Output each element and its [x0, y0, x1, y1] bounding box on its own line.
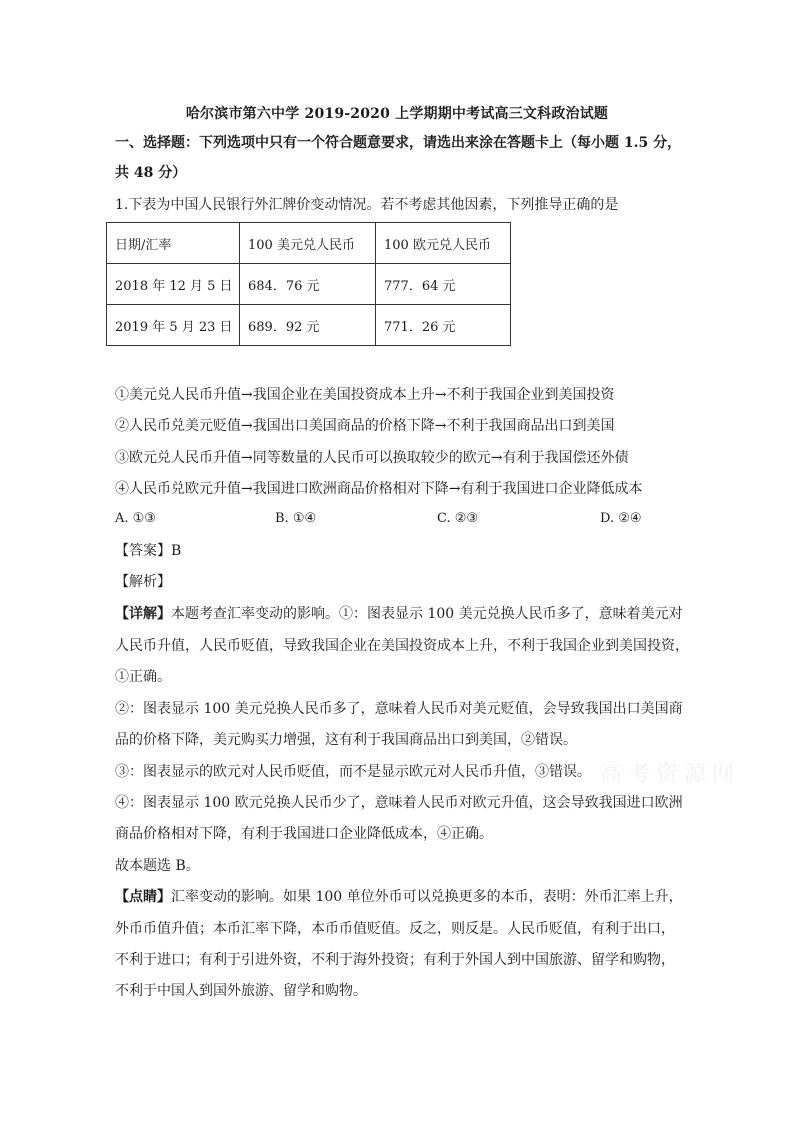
section-heading-line-1: 一、选择题：下列选项中只有一个符合题意要求，请选出来涂在答题卡上（每小题 1.5 分， — [115, 135, 682, 151]
point-line-4: 不利于中国人到国外旅游、留学和购物。 — [115, 983, 367, 999]
point-label: 【点睛】 — [115, 889, 171, 905]
statement-1: ①美元兑人民币升值→我国企业在美国投资成本上升→不利于我国企业到美国投资 — [115, 387, 615, 403]
statement-4: ④人民币兑欧元升值→我国进口欧洲商品价格相对下降→有利于我国进口企业降低成本 — [115, 481, 643, 497]
table-cell-eur: 777．64 元 — [376, 264, 511, 305]
option-d: D. ②④ — [600, 511, 642, 526]
table-cell-eur: 771．26 元 — [376, 305, 511, 346]
detail-line-7: ④：图表显示 100 欧元兑换人民币少了，意味着人民币对欧元升值，这会导致我国进口欧洲 — [115, 795, 683, 811]
watermark: 高考资源网 — [600, 762, 741, 787]
table-header-row — [107, 223, 511, 264]
table-header-cell: 100 美元兑人民币 — [240, 223, 376, 264]
detail-line-2: 人民币升值，人民币贬值，导致我国企业在美国投资成本上升，不利于我国企业到美国投资， — [115, 638, 689, 654]
table-row — [107, 264, 511, 305]
answer-line: 【答案】B — [115, 543, 182, 559]
table-cell-usd: 684．76 元 — [240, 264, 376, 305]
point-line-3: 不利于进口；有利于引进外资，不利于海外投资；有利于外国人到中国旅游、留学和购物， — [115, 952, 675, 968]
detail-text: 本题考查汇率变动的影响。①：图表显示 100 美元兑换人民币多了，意味着美元对 — [171, 606, 683, 622]
detail-line-8: 商品价格相对下降，有利于我国进口企业降低成本，④正确。 — [115, 826, 493, 842]
statement-2: ②人民币兑美元贬值→我国出口美国商品的价格下降→不利于我国商品出口到美国 — [115, 418, 615, 434]
point-text: 汇率变动的影响。如果 100 单位外币可以兑换更多的本币，表明：外币汇率上升， — [171, 889, 683, 905]
document-title: 哈尔滨市第六中学 2019-2020 上学期期中考试高三文科政治试题 — [185, 106, 609, 122]
detail-line-5: 品的价格下降，美元购买力增强，这有利于我国商品出口到美国，②错误。 — [115, 732, 577, 748]
table-cell-date: 2018 年 12 月 5 日 — [107, 264, 240, 305]
option-c: C. ②③ — [437, 511, 479, 526]
question-stem: 1.下表为中国人民银行外汇牌价变动情况。若不考虑其他因素，下列推导正确的是 — [115, 197, 619, 213]
option-a: A. ①③ — [115, 511, 156, 526]
section-heading-line-2: 共 48 分） — [115, 165, 187, 181]
detail-line-4: ②：图表显示 100 美元兑换人民币多了，意味着人民币对美元贬值，会导致我国出口美国商 — [115, 701, 683, 717]
option-b: B. ①④ — [275, 511, 317, 526]
analysis-label: 【解析】 — [115, 574, 171, 590]
statement-3: ③欧元兑人民币升值→同等数量的人民币可以换取较少的欧元→有利于我国偿还外债 — [115, 450, 629, 466]
point-line-1 — [115, 887, 690, 907]
table-row — [107, 305, 511, 346]
detail-label: 【详解】 — [115, 606, 171, 622]
table-cell-date: 2019 年 5 月 23 日 — [107, 305, 240, 346]
table-cell-usd: 689．92 元 — [240, 305, 376, 346]
table-header-cell: 100 欧元兑人民币 — [376, 223, 511, 264]
detail-line-6: ③：图表显示的欧元对人民币贬值，而不是显示欧元对人民币升值，③错误。 — [115, 764, 591, 780]
detail-conclusion: 故本题选 B。 — [115, 858, 200, 874]
table-header-cell: 日期/汇率 — [107, 223, 240, 264]
exchange-rate-table — [106, 222, 511, 346]
detail-line-3: ①正确。 — [115, 669, 171, 685]
detail-line-1 — [115, 604, 690, 624]
point-line-2: 外币币值升值；本币汇率下降，本币币值贬值。反之，则反是。人民币贬值，有利于出口， — [115, 921, 675, 937]
